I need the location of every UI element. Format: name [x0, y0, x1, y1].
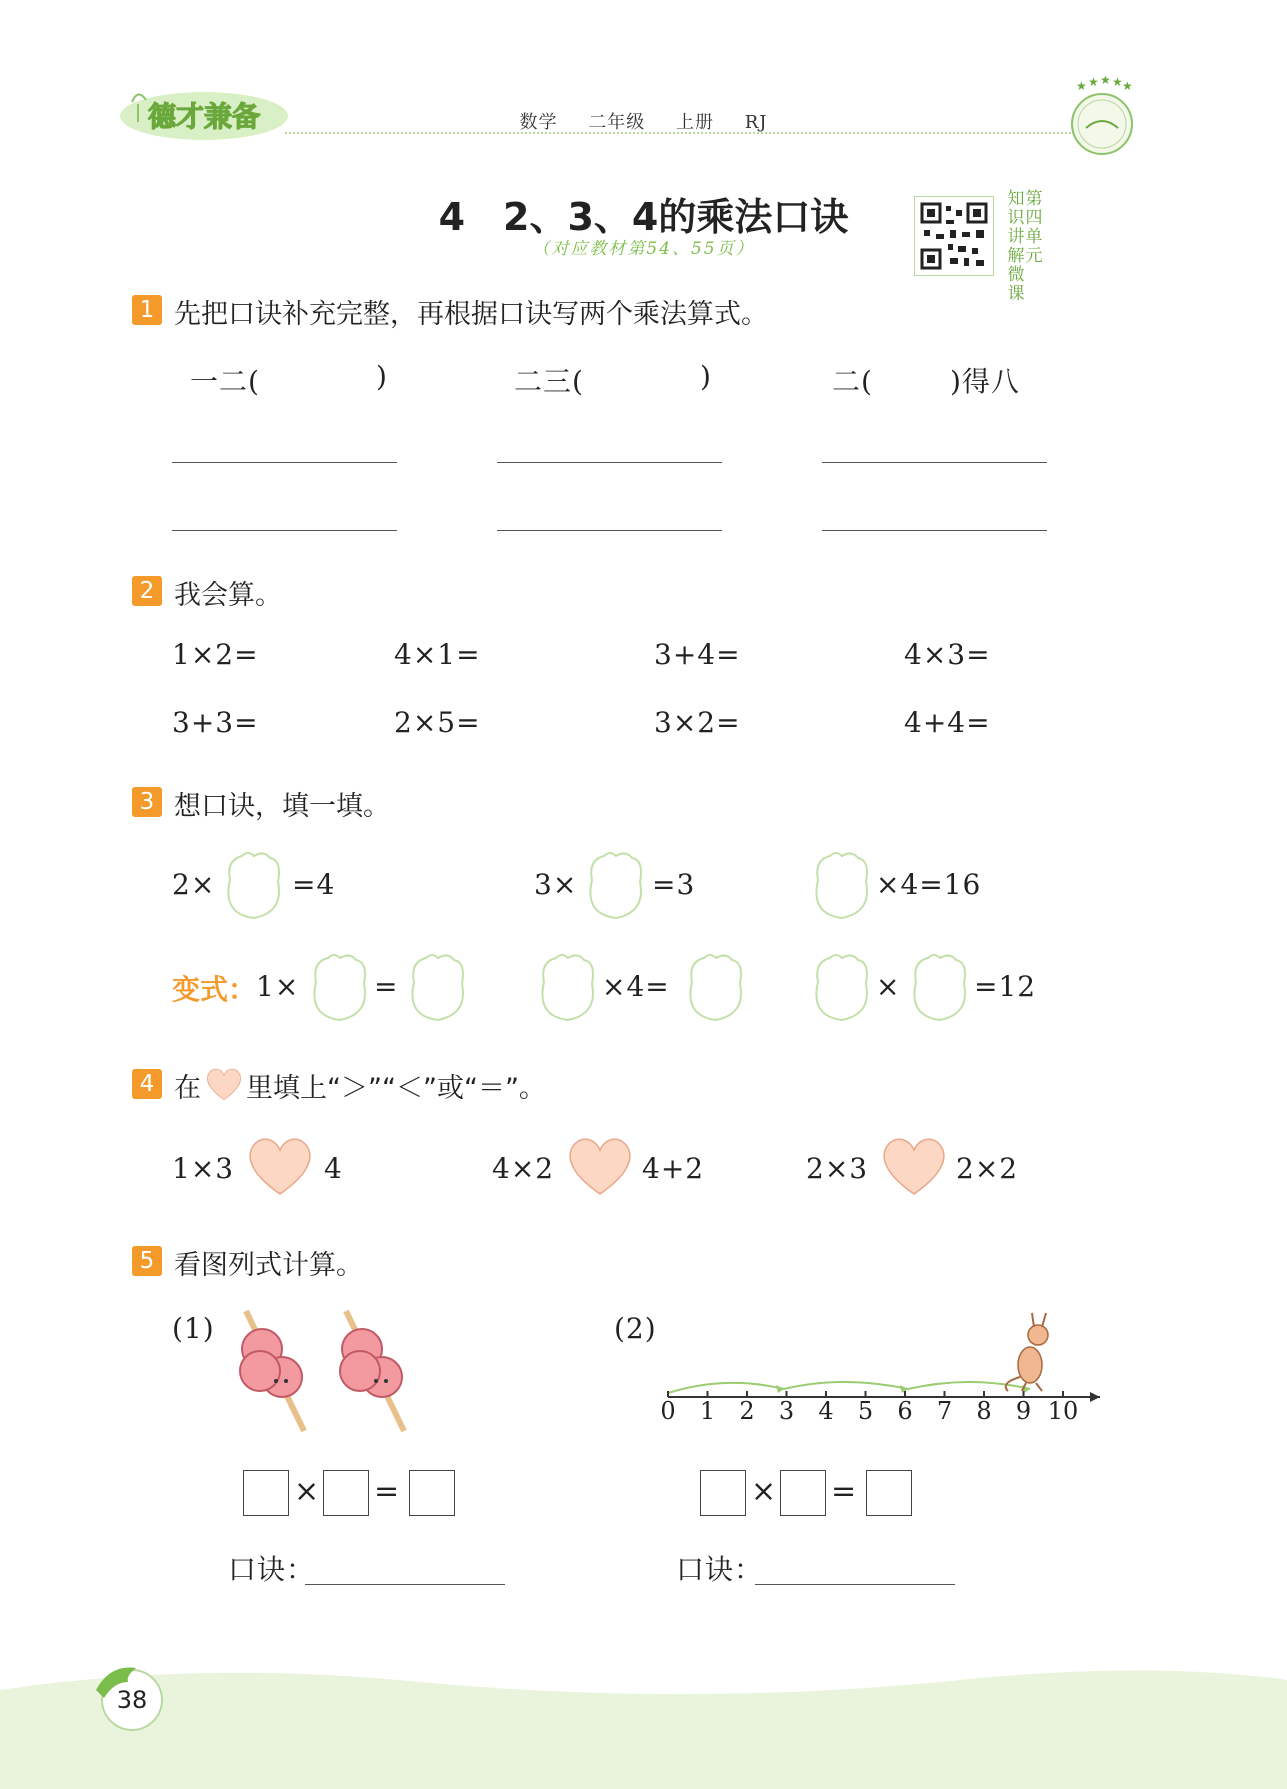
question-number-4: 4 [132, 1069, 162, 1099]
heart-icon [204, 1064, 244, 1104]
question-number-3: 3 [132, 787, 162, 817]
number-line-label: 4 [818, 1397, 834, 1421]
publisher-badge-icon [1066, 76, 1138, 166]
svg-text:★: ★ [1122, 79, 1133, 93]
svg-text:德才兼备: 德才兼备 [147, 100, 261, 133]
fill-expr: 2× [172, 868, 216, 901]
koujue-prefix-3: 二( [832, 365, 873, 398]
micro-lesson-label: 知识讲解微课 [1007, 189, 1025, 304]
number-line-label: 3 [778, 1397, 795, 1421]
fill-expr: =3 [652, 868, 696, 901]
calc-item: 2×5= [394, 706, 481, 739]
calc-item: 4×1= [394, 638, 481, 671]
calc-item: 1×2= [172, 638, 259, 671]
question-1-text: 先把口诀补充完整，再根据口诀写两个乘法算式。 [174, 299, 768, 330]
answer-line[interactable] [822, 530, 1047, 531]
part-2-label: (2) [614, 1312, 657, 1345]
answer-line[interactable] [305, 1584, 505, 1585]
number-line-label: 8 [976, 1397, 992, 1421]
svg-text:★: ★ [1088, 76, 1099, 89]
answer-box[interactable] [780, 1470, 826, 1516]
question-5-text: 看图列式计算。 [174, 1250, 363, 1281]
fill-expr: 3× [534, 868, 578, 901]
compare-right: 4 [324, 1152, 343, 1185]
question-4-text-b: 里填上“＞”“＜”或“＝”。 [246, 1073, 546, 1104]
question-number-5: 5 [132, 1246, 162, 1276]
answer-pocket[interactable] [580, 848, 650, 922]
number-line-label: 10 [1047, 1397, 1079, 1421]
koujue-label: 口诀： [676, 1553, 764, 1586]
variant-label: 变式： [172, 973, 257, 1006]
calc-item: 4+4= [904, 706, 991, 739]
part-1-label: (1) [172, 1312, 215, 1345]
page-number: 38 [116, 1686, 148, 1714]
textbook-reference: （对应教材第54、55页） [532, 239, 755, 259]
compare-right: 4+2 [642, 1152, 705, 1185]
koujue-prefix-1: 一二( [190, 365, 260, 398]
equals-symbol: = [831, 1474, 857, 1509]
koujue-prefix-2: 二三( [514, 365, 584, 398]
fill-expr: =12 [974, 970, 1037, 1003]
fill-expr: =4 [292, 868, 336, 901]
fill-expr: ×4= [602, 970, 670, 1003]
koujue-suffix-3: )得八 [950, 365, 1020, 398]
candied-fruit-skewers-icon [232, 1305, 422, 1435]
answer-box[interactable] [323, 1470, 369, 1516]
number-line-label: 7 [936, 1397, 953, 1421]
answer-pocket[interactable] [806, 950, 876, 1024]
calc-item: 3+4= [654, 638, 741, 671]
calc-item: 4×3= [904, 638, 991, 671]
question-4-text-a: 在 [174, 1073, 201, 1104]
svg-text:★: ★ [1112, 76, 1123, 89]
question-number-1: 1 [132, 295, 162, 325]
koujue-label: 口诀： [228, 1553, 316, 1586]
answer-line[interactable] [497, 530, 722, 531]
qr-code-icon[interactable] [914, 196, 994, 276]
number-line-label: 2 [739, 1397, 755, 1421]
answer-line[interactable] [172, 462, 397, 463]
answer-box[interactable] [700, 1470, 746, 1516]
unit-label: 第四单元 [1025, 189, 1043, 266]
calc-item: 3+3= [172, 706, 259, 739]
fill-expr: 1× [256, 970, 300, 1003]
answer-box[interactable] [243, 1470, 289, 1516]
number-line-label: 6 [897, 1397, 913, 1421]
answer-box[interactable] [409, 1470, 455, 1516]
answer-pocket[interactable] [402, 950, 472, 1024]
number-line-label: 1 [699, 1397, 716, 1421]
number-line [660, 1305, 1106, 1421]
fill-expr: ×4=16 [876, 868, 982, 901]
footer-decoration [0, 1660, 1287, 1789]
number-line-label: 5 [857, 1397, 874, 1421]
grade: 二年级 [588, 112, 646, 133]
svg-text:★: ★ [1100, 76, 1111, 87]
number-line-label: 0 [660, 1397, 676, 1421]
answer-pocket[interactable] [532, 950, 602, 1024]
compare-heart[interactable] [878, 1130, 950, 1202]
subject: 数学 [519, 112, 558, 133]
compare-right: 2×2 [956, 1152, 1019, 1185]
answer-line[interactable] [822, 462, 1047, 463]
edition: RJ [744, 112, 768, 133]
answer-pocket[interactable] [304, 950, 374, 1024]
answer-pocket[interactable] [218, 848, 288, 922]
compare-left: 2×3 [806, 1152, 869, 1185]
answer-pocket[interactable] [680, 950, 750, 1024]
koujue-suffix-1: ) [376, 360, 388, 393]
compare-heart[interactable] [564, 1130, 636, 1202]
koujue-suffix-2: ) [700, 360, 712, 393]
fill-expr: × [876, 970, 901, 1003]
times-symbol: × [751, 1474, 777, 1509]
answer-pocket[interactable] [806, 848, 876, 922]
compare-left: 4×2 [492, 1152, 555, 1185]
compare-heart[interactable] [244, 1130, 316, 1202]
answer-pocket[interactable] [904, 950, 974, 1024]
svg-text:★: ★ [1076, 79, 1087, 93]
question-3-text: 想口诀，填一填。 [174, 791, 390, 822]
answer-line[interactable] [172, 530, 397, 531]
page-title: 4 2、3、4的乘法口诀 [438, 195, 849, 239]
answer-line[interactable] [755, 1584, 955, 1585]
calc-item: 3×2= [654, 706, 741, 739]
compare-left: 1×3 [172, 1152, 235, 1185]
equals-symbol: = [374, 1474, 400, 1509]
answer-line[interactable] [497, 462, 722, 463]
fill-expr: = [374, 970, 399, 1003]
answer-box[interactable] [866, 1470, 912, 1516]
question-number-2: 2 [132, 576, 162, 606]
volume: 上册 [675, 112, 714, 133]
times-symbol: × [294, 1474, 320, 1509]
number-line-label: 9 [1015, 1397, 1032, 1421]
question-2-text: 我会算。 [174, 580, 282, 611]
